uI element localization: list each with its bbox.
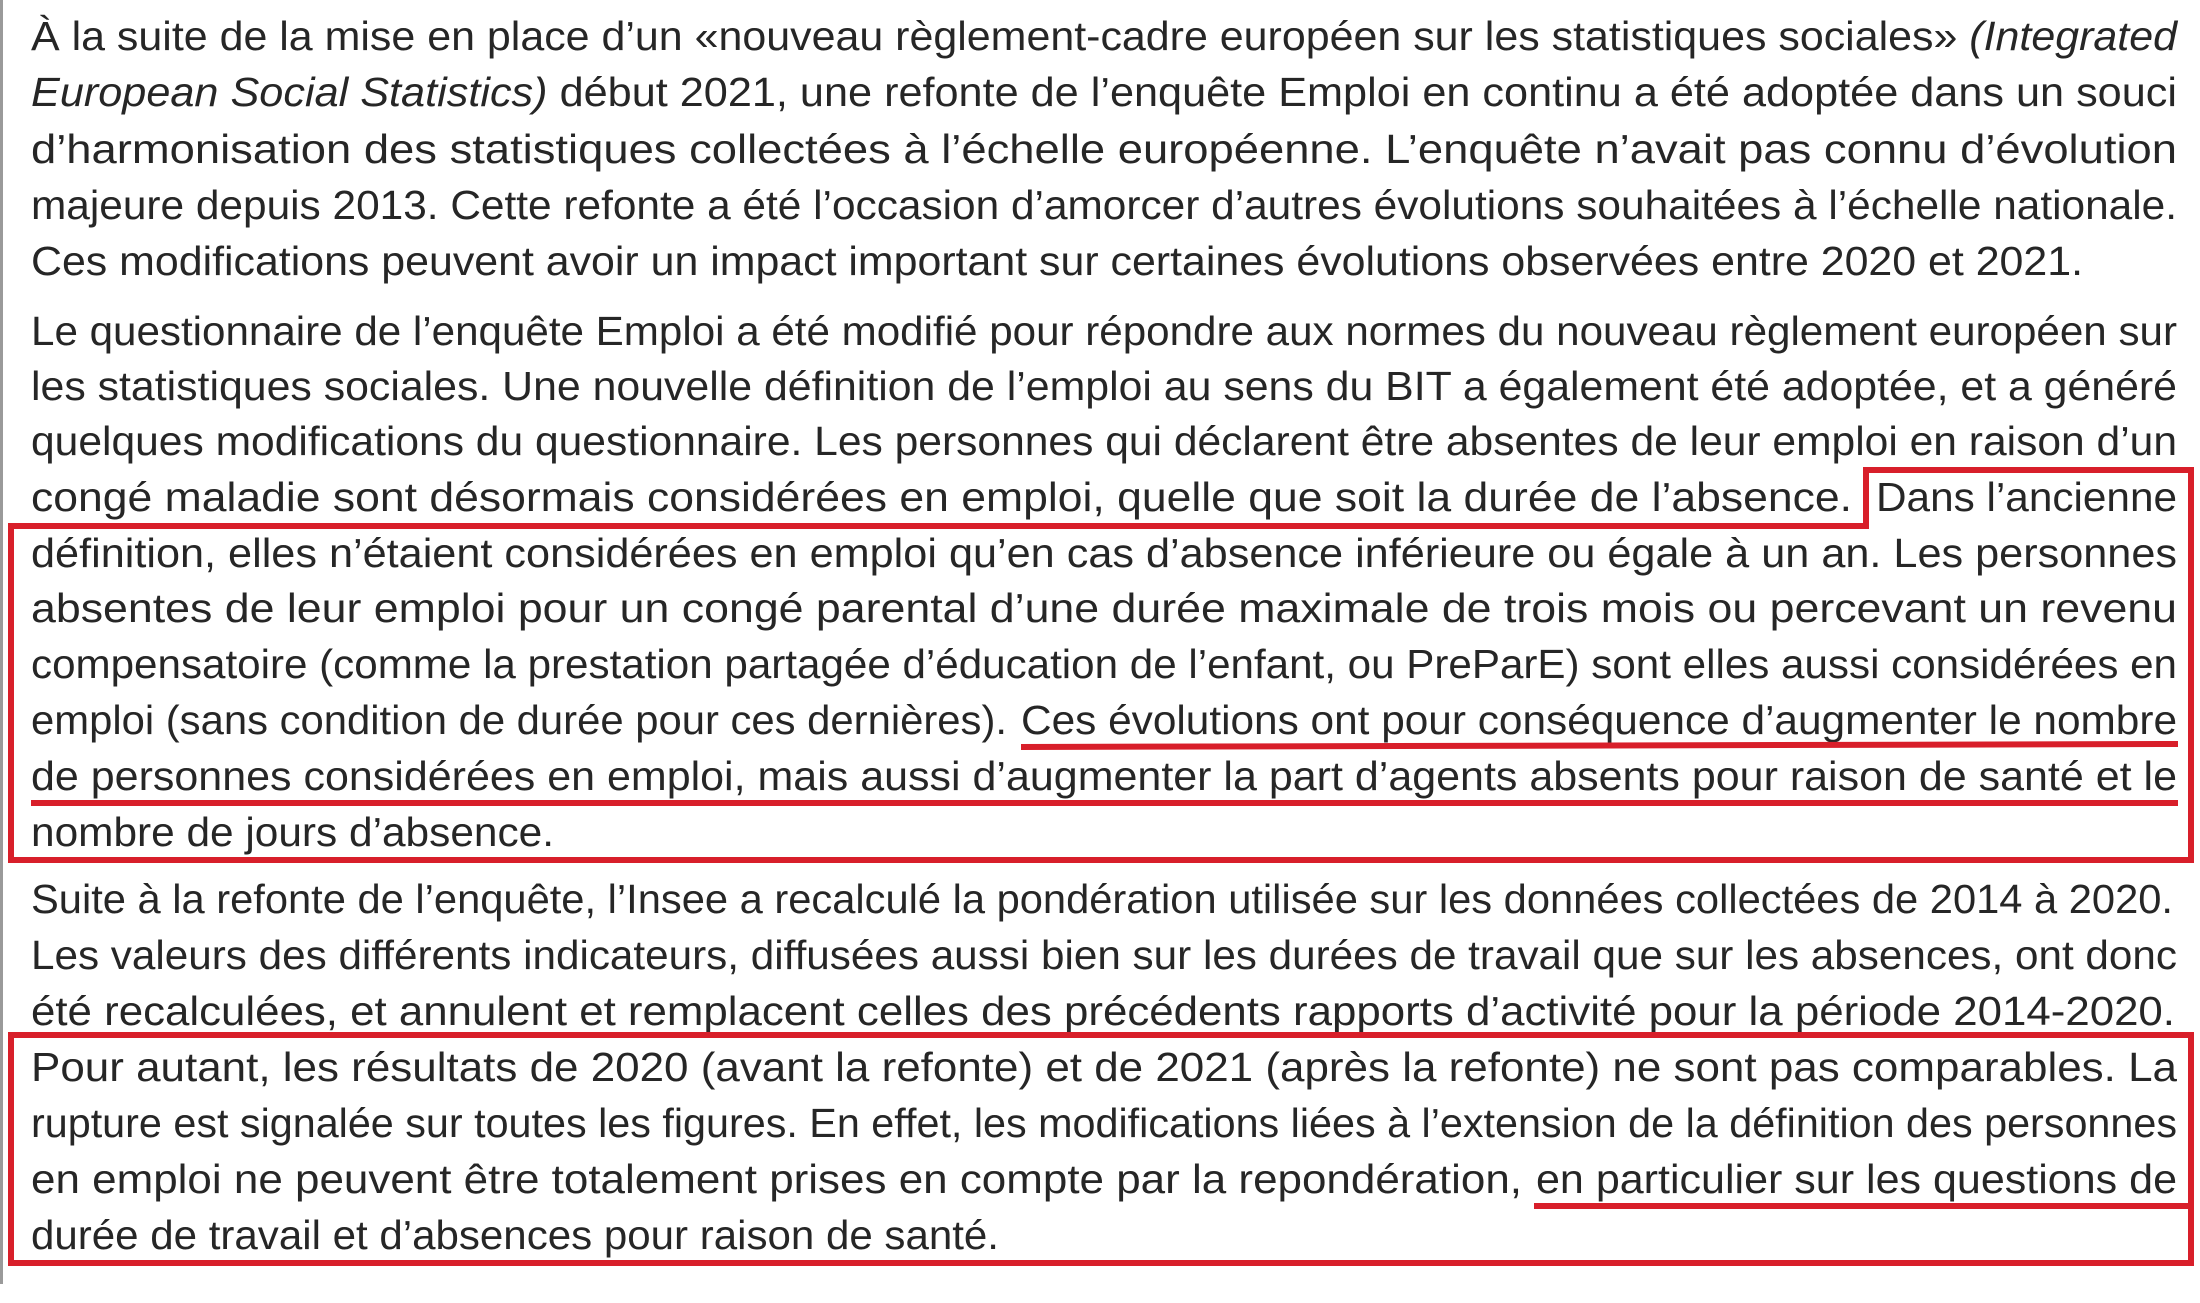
paragraph-4-line-1: Pour autant, les résultats de 2020 (avant la refonte) et de 2021 (après la refonte) ne sont pas comparables. La bbox=[31, 1044, 2178, 1090]
paragraph-3 bbox=[31, 876, 2177, 1034]
paragraph-1-line-2-italic: European Social Statistics) bbox=[31, 69, 521, 115]
paragraph-1-line-5: Ces modifications peuvent avoir un impact important sur certaines évolutions observées entre 2020 et 2021. bbox=[31, 238, 2083, 284]
paragraph-1-line-3: d’harmonisation des statistiques collectées à l’échelle européenne. L’enquête n’avait pas connu d’évolution bbox=[31, 126, 2177, 172]
page-edge bbox=[0, 0, 3, 1284]
paragraph-2-line-2: les statistiques sociales. Une nouvelle définition de l’emploi au sens du BIT a également été adoptée, et a généré bbox=[31, 363, 2177, 409]
paragraph-2-line-8-underlined: Ces évolutions ont pour conséquence d’augmenter le nombre bbox=[1021, 697, 2177, 743]
red-underline-consequence bbox=[1021, 744, 2178, 747]
paragraph-2-line-3: quelques modifications du questionnaire. Les personnes qui déclarent être absentes de leur emploi en raison d’un bbox=[31, 418, 2177, 464]
paragraph-4-line-3-start: en emploi ne peuvent être totalement prises en compte par la repondération, bbox=[31, 1156, 1523, 1202]
paragraph-2-line-6: absentes de leur emploi pour un congé parental d’une durée maximale de trois mois ou percevant un revenu bbox=[31, 585, 2177, 631]
paragraph-2-line-10: nombre de jours d’absence. bbox=[31, 809, 554, 855]
paragraph-3-line-3: été recalculées, et annulent et remplacent celles des précédents rapports d’activité pour la période 2014-2020. bbox=[31, 988, 2175, 1034]
paragraph-2-line-4-highlighted: Dans l’ancienne bbox=[1876, 474, 2177, 520]
paragraph-2-line-7: compensatoire (comme la prestation partagée d’éducation de l’enfant, ou PreParE) sont elles aussi considérées en bbox=[31, 641, 2177, 687]
paragraph-1 bbox=[31, 13, 2178, 284]
paragraph-1-line-2-text: début 2021, une refonte de l’enquête Emploi en continu a été adoptée dans un souci bbox=[547, 69, 2094, 115]
paragraph-1-line-1-italic: (Integrated bbox=[1969, 13, 2168, 59]
paragraph-2-line-5: définition, elles n’étaient considérées en emploi qu’en cas d’absence inférieure ou égale à un an. Les personnes bbox=[31, 530, 2177, 576]
paragraph-1-line-4: majeure depuis 2013. Cette refonte a été l’occasion d’amorcer d’autres évolutions souhaitées à l’échelle nationale. bbox=[31, 182, 2177, 228]
paragraph-2-line-4-start: congé maladie sont désormais considérées en emploi, quelle que soit la durée de l’absence. bbox=[31, 474, 1853, 520]
paragraph-1-line-1 bbox=[31, 13, 2178, 59]
paragraph-4-line-2: rupture est signalée sur toutes les figures. En effet, les modifications liées à l’extension de la définition des personnes bbox=[31, 1100, 2177, 1146]
paragraph-1-line-1-text: À la suite de la mise en place d’un «nouveau règlement-cadre européen sur les statistiques sociales» bbox=[31, 13, 1882, 59]
paragraph-4-line-3-underlined: en particulier sur les questions de bbox=[1536, 1156, 2177, 1202]
paragraph-2-line-8-start: emploi (sans condition de durée pour ces dernières). bbox=[31, 697, 1008, 743]
paragraph-1-line-2 bbox=[31, 69, 2177, 115]
paragraph-3-line-2: Les valeurs des différents indicateurs, diffusées aussi bien sur les durées de travail que sur les absences, ont donc bbox=[31, 932, 2177, 978]
paragraph-2-line-1: Le questionnaire de l’enquête Emploi a été modifié pour répondre aux normes du nouveau règlement européen sur bbox=[31, 308, 2177, 354]
paragraph-3-line-1: Suite à la refonte de l’enquête, l’Insee a recalculé la pondération utilisée sur les données collectées de 2014 à 2020. bbox=[31, 876, 2173, 922]
paragraph-4-line-4: durée de travail et d’absences pour raison de santé. bbox=[31, 1212, 1000, 1258]
paragraph-2-line-9: de personnes considérées en emploi, mais aussi d’augmenter la part d’agents absents pour raison de santé et le bbox=[31, 753, 2177, 799]
